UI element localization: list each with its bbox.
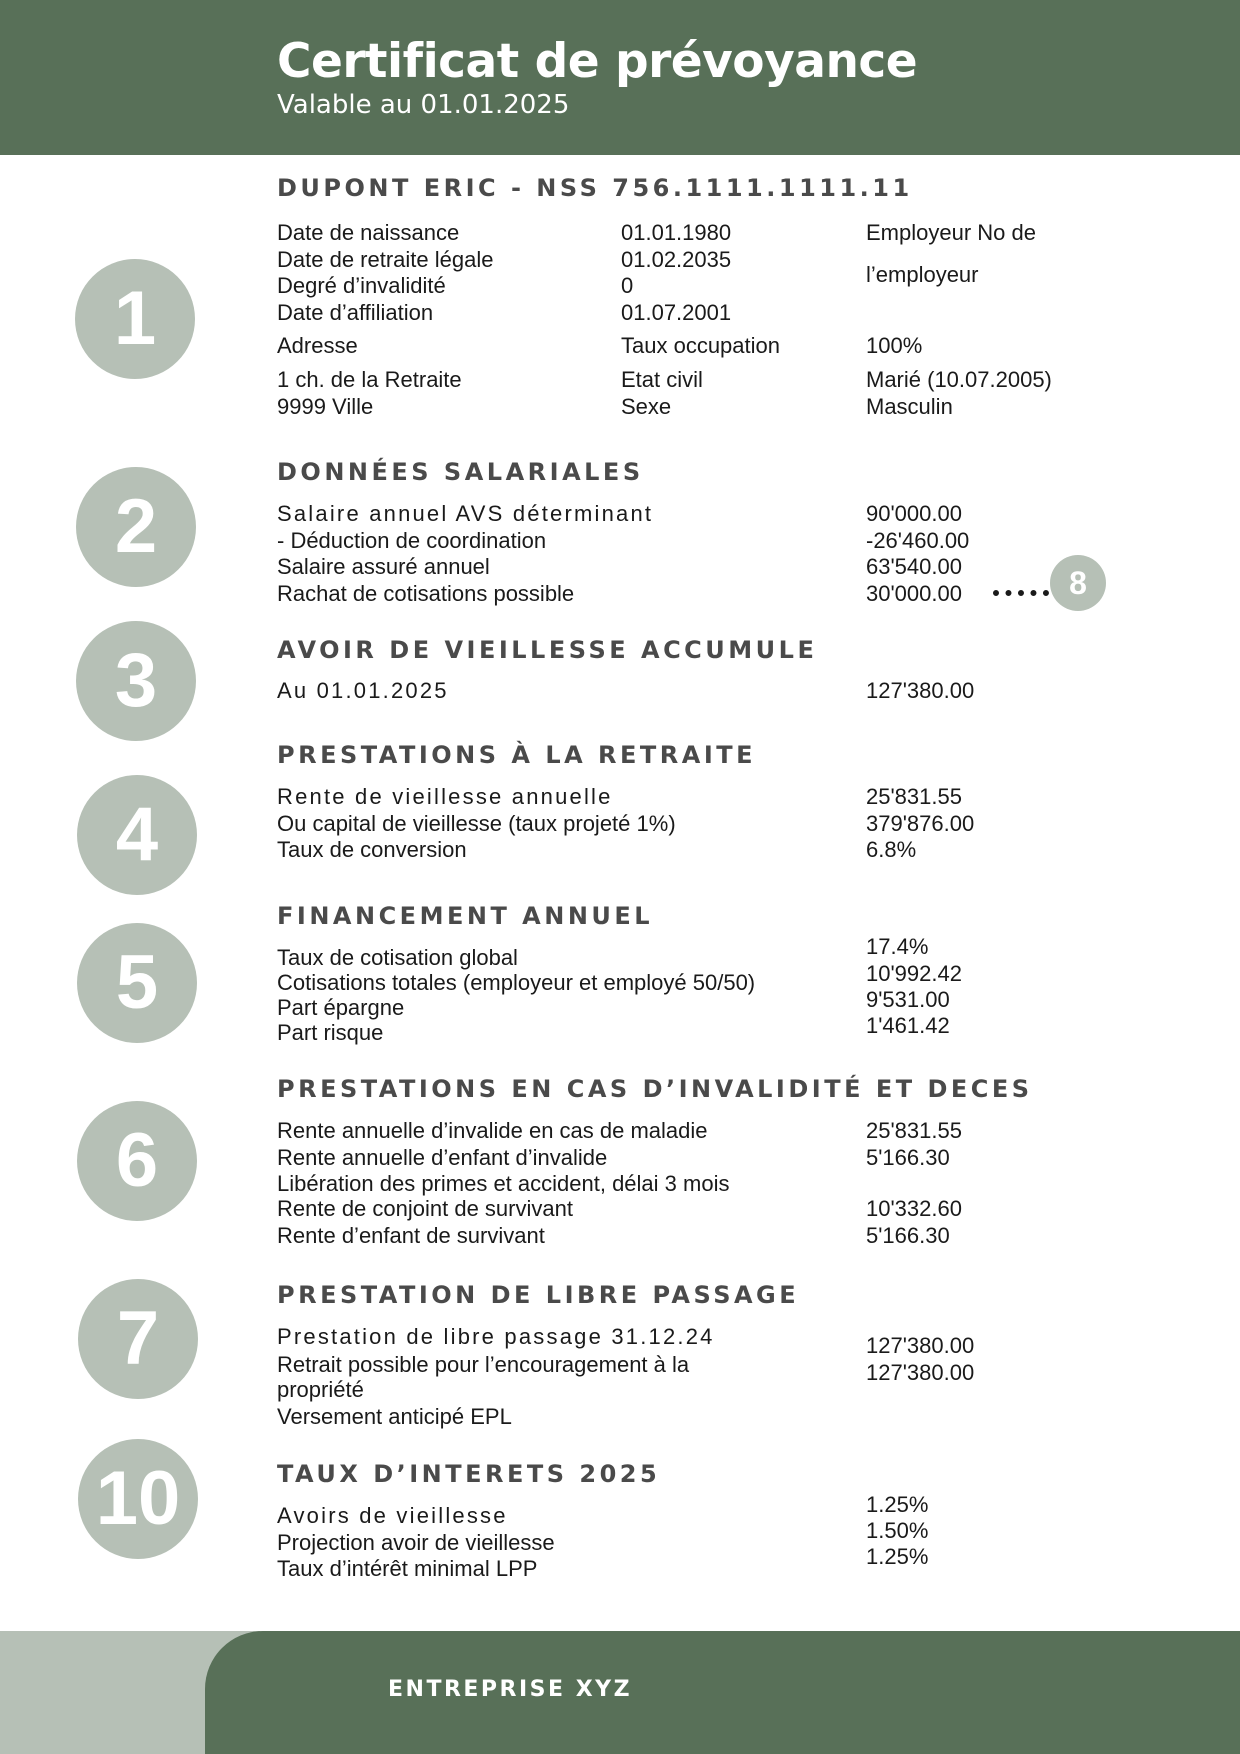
header-banner [0,0,1240,155]
projection-rate-value: 1.50% [866,1518,929,1543]
risk-part-label: Part risque [277,1020,384,1045]
section-badge-5: 5 [77,923,197,1043]
sex-label: Sexe [621,394,672,419]
capital-label: Ou capital de vieillesse (taux projeté 1%) [277,811,676,836]
page-title: Certificat de prévoyance [277,34,918,89]
global-rate-label: Taux de cotisation global [277,945,518,970]
capital-value: 379'876.00 [866,811,975,836]
orphan-pension-value: 5'166.30 [866,1223,950,1248]
conversion-rate-value: 6.8% [866,837,917,862]
spouse-pension-value: 10'332.60 [866,1196,962,1221]
disability-pension-value: 25'831.55 [866,1118,962,1143]
home-ownership-value: 127'380.00 [866,1360,975,1385]
affiliation-value: 01.07.2001 [621,300,732,325]
section-badge-4: 4 [77,775,197,895]
insured-salary-value: 63'540.00 [866,554,962,579]
buyback-value: 30'000.00 [866,581,962,606]
occupation-value: 100% [866,333,923,358]
occupation-label: Taux occupation [621,333,780,358]
total-contrib-value: 10'992.42 [866,961,962,986]
insured-salary-label: Salaire assuré annuel [277,554,490,579]
savings-rate-value: 1.25% [866,1492,929,1517]
avs-salary-label: Salaire annuel AVS déterminant [277,501,654,526]
home-ownership-label-line1: Retrait possible pour l’encouragement à la [277,1352,690,1377]
global-rate-value: 17.4% [866,934,929,959]
disability-child-label: Rente annuelle d’enfant d’invalide [277,1145,608,1170]
savings-part-label: Part épargne [277,995,405,1020]
section-badge-1: 1 [75,259,195,379]
section-badge-6: 6 [77,1101,197,1221]
civil-status-value: Marié (10.07.2005) [866,367,1052,392]
savings-part-value: 9'531.00 [866,987,950,1012]
projection-rate-label: Projection avoir de vieillesse [277,1530,555,1555]
address-label: Adresse [277,333,358,358]
sex-value: Masculin [866,394,953,419]
address-line1: 1 ch. de la Retraite [277,367,462,392]
risk-part-value: 1'461.42 [866,1013,950,1038]
savings-rate-label: Avoirs de vieillesse [277,1503,508,1528]
coordination-label: - Déduction de coordination [277,528,547,553]
accumulated-value: 127'380.00 [866,678,975,703]
callout-dotted-line [993,590,1049,596]
minimum-rate-value: 1.25% [866,1544,929,1569]
spouse-pension-label: Rente de conjoint de survivant [277,1196,573,1221]
minimum-rate-label: Taux d’intérêt minimal LPP [277,1556,538,1581]
section-badge-2: 2 [76,467,196,587]
avs-salary-value: 90'000.00 [866,501,962,526]
section-badge-3: 3 [76,621,196,741]
dob-label: Date de naissance [277,220,460,245]
accumulated-date-label: Au 01.01.2025 [277,678,449,703]
section-4-title: PRESTATIONS À LA RETRAITE [277,741,757,769]
annual-pension-label: Rente de vieillesse annuelle [277,784,613,809]
vested-benefit-label: Prestation de libre passage 31.12.24 [277,1324,715,1349]
section-2-title: DONNÉES SALARIALES [277,458,644,486]
footer-banner [205,1631,1240,1754]
validity-date: Valable au 01.01.2025 [277,90,570,120]
conversion-rate-label: Taux de conversion [277,837,467,862]
retirement-date-value: 01.02.2035 [621,247,732,272]
disability-child-value: 5'166.30 [866,1145,950,1170]
orphan-pension-label: Rente d’enfant de survivant [277,1223,545,1248]
invalidity-value: 0 [621,273,634,298]
section-badge-10: 10 [78,1439,198,1559]
section-3-title: AVOIR DE VIEILLESSE ACCUMULE [277,636,818,664]
home-ownership-label-line2: propriété [277,1377,364,1402]
dob-value: 01.01.1980 [621,220,732,245]
retirement-date-label: Date de retraite légale [277,247,494,272]
civil-status-label: Etat civil [621,367,703,392]
section-7-title: PRESTATION DE LIBRE PASSAGE [277,1281,800,1309]
affiliation-label: Date d’affiliation [277,300,434,325]
section-badge-7: 7 [78,1279,198,1399]
disability-pension-label: Rente annuelle d’invalide en cas de maladie [277,1118,708,1143]
vested-benefit-value: 127'380.00 [866,1333,975,1358]
employer-label-line2: l’employeur [866,262,979,287]
coordination-value: -26'460.00 [866,528,970,553]
annual-pension-value: 25'831.55 [866,784,962,809]
buyback-label: Rachat de cotisations possible [277,581,575,606]
invalidity-label: Degré d’invalidité [277,273,446,298]
total-contrib-label: Cotisations totales (employeur et employé 50/50) [277,970,756,995]
section-6-title: PRESTATIONS EN CAS D’INVALIDITÉ ET DECES [277,1075,1033,1103]
employer-label-line1: Employeur No de [866,220,1036,245]
company-name: ENTREPRISE XYZ [388,1677,633,1702]
premium-release-label: Libération des primes et accident, délai 3 mois [277,1171,730,1196]
callout-badge-8: 8 [1050,555,1106,611]
epl-label: Versement anticipé EPL [277,1404,512,1429]
section-10-title: TAUX D’INTERETS 2025 [277,1460,661,1488]
section-5-title: FINANCEMENT ANNUEL [277,902,654,930]
address-line2: 9999 Ville [277,394,374,419]
section-1-title: DUPONT ERIC - NSS 756.1111.1111.11 [277,174,913,202]
